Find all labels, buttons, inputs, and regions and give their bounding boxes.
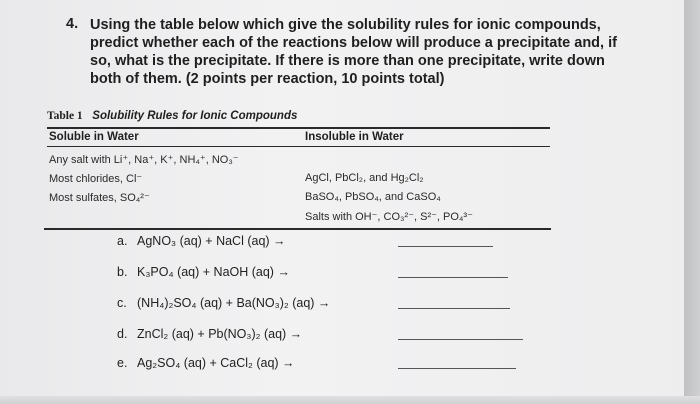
insoluble-rule-2: BaSO₄, PbSO₄, and CaSO₄: [305, 191, 441, 203]
insoluble-rule-1: AgCl, PbCl₂, and Hg₂Cl₂: [305, 172, 424, 184]
answer-blank-c[interactable]: [398, 308, 510, 309]
table-header-rule: [47, 146, 550, 147]
reaction-a: [117, 234, 286, 248]
insoluble-rule-3: Salts with OH⁻, CO₃²⁻, S²⁻, PO₄³⁻: [305, 211, 473, 223]
reaction-letter: e.: [117, 356, 128, 370]
question-text: Using the table below which give the solubility rules for ionic compounds, predict whether each of the reactions below will produce a precipitate and, if so, what is the precipitate. If there is more than one precipitate, write down both of them. (2 points per reaction, 10 points total): [90, 17, 617, 87]
table-top-rule: [47, 127, 550, 129]
answer-blank-b[interactable]: [398, 277, 508, 278]
reaction-letter: c.: [117, 296, 127, 310]
question-number: 4.: [66, 16, 79, 32]
soluble-rule-1: Any salt with Li⁺, Na⁺, K⁺, NH₄⁺, NO₃⁻: [49, 154, 239, 166]
reaction-letter: a.: [117, 234, 128, 248]
reaction-letter: b.: [117, 265, 128, 279]
table-caption: [47, 110, 297, 122]
table-label: Table 1: [47, 110, 83, 122]
reaction-equation: ZnCl₂ (aq) + Pb(NO₃)₂ (aq) →: [137, 327, 303, 341]
reaction-equation: K₃PO₄ (aq) + NaOH (aq) →: [137, 265, 290, 279]
insoluble-header: Insoluble in Water: [305, 131, 404, 143]
reaction-equation: Ag₂SO₄ (aq) + CaCl₂ (aq) →: [137, 356, 295, 370]
page-bottom-edge: [0, 396, 700, 404]
soluble-rule-3: Most sulfates, SO₄²⁻: [49, 192, 150, 204]
soluble-header: Soluble in Water: [49, 131, 139, 143]
answer-blank-a[interactable]: [398, 246, 493, 247]
answer-blank-e[interactable]: [398, 368, 516, 369]
reaction-letter: d.: [117, 327, 128, 341]
reaction-equation: (NH₄)₂SO₄ (aq) + Ba(NO₃)₂ (aq) →: [137, 296, 331, 310]
reaction-equation: AgNO₃ (aq) + NaCl (aq) →: [137, 234, 286, 248]
soluble-rule-2: Most chlorides, Cl⁻: [49, 173, 143, 185]
reaction-e: [117, 356, 295, 370]
reaction-c: [117, 296, 330, 310]
reaction-b: [117, 265, 290, 279]
page-right-edge: [684, 0, 700, 404]
reaction-d: [117, 327, 302, 341]
answer-blank-d[interactable]: [398, 339, 523, 340]
table-title: Solubility Rules for Ionic Compounds: [92, 110, 298, 122]
table-bottom-rule: [44, 228, 551, 230]
